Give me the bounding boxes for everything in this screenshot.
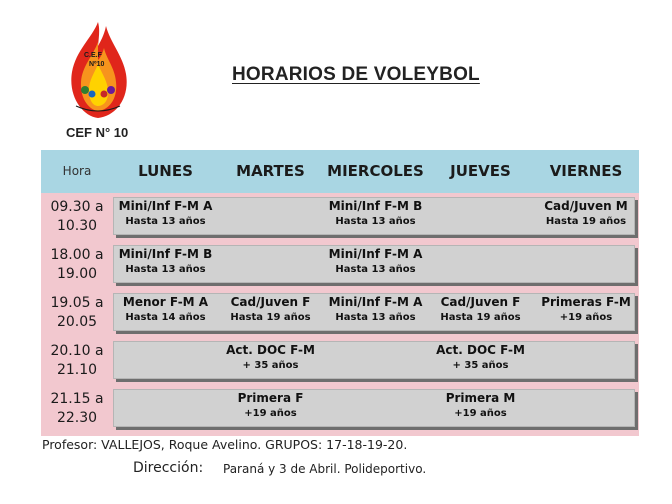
cell-age: +19 años	[559, 312, 613, 323]
time-end: 22.30	[56, 410, 98, 426]
time-end: 20.05	[56, 314, 98, 330]
cell-group: Primera M	[445, 391, 516, 405]
time-slot	[41, 386, 113, 432]
cell-group	[533, 245, 639, 246]
time-start: 20.10 a	[50, 343, 104, 359]
cell-jueves	[428, 389, 533, 427]
cell-miercoles	[323, 245, 428, 283]
cell-miercoles	[323, 341, 428, 379]
time-slot	[41, 290, 113, 336]
cell-martes	[218, 341, 323, 379]
cell-age: Hasta 19 años	[230, 312, 311, 323]
cell-age: Hasta 19 años	[440, 312, 521, 323]
cell-group	[218, 245, 323, 246]
direccion-value: Paraná y 3 de Abril. Polideportivo.	[223, 462, 427, 476]
cell-age: Hasta 13 años	[335, 216, 416, 227]
cell-lunes	[113, 293, 218, 331]
cell-group: Mini/Inf F-M B	[118, 247, 213, 261]
time-end: 21.10	[56, 362, 98, 378]
cell-group	[428, 197, 533, 198]
cell-viernes	[533, 245, 639, 283]
time-end: 19.00	[56, 266, 98, 282]
table-row	[41, 290, 639, 336]
time-start: 21.15 a	[50, 391, 104, 407]
page-subtitle: CEF N° 10	[66, 125, 129, 140]
cell-group: Mini/Inf F-M B	[328, 199, 423, 213]
header-jueves: JUEVES	[450, 162, 511, 180]
cell-viernes	[533, 341, 639, 379]
cell-group	[533, 341, 639, 342]
cell-jueves	[428, 341, 533, 379]
header-lunes: LUNES	[138, 162, 193, 180]
time-end: 10.30	[56, 218, 98, 234]
cell-group: Mini/Inf F-M A	[118, 199, 213, 213]
cell-jueves	[428, 197, 533, 235]
header-martes: MARTES	[236, 162, 305, 180]
cell-group	[323, 389, 428, 390]
time-start: 18.00 a	[50, 247, 104, 263]
cell-martes	[218, 389, 323, 427]
cell-age: Hasta 13 años	[335, 264, 416, 275]
cell-age: Hasta 13 años	[335, 312, 416, 323]
cell-group: Cad/Juven M	[544, 199, 628, 213]
cell-miercoles	[323, 389, 428, 427]
cell-age: Hasta 19 años	[545, 216, 627, 227]
table-row	[41, 338, 639, 384]
cell-group: Cad/Juven F	[230, 295, 311, 309]
page-title: HORARIOS DE VOLEYBOL	[232, 64, 480, 85]
cell-viernes	[533, 293, 639, 331]
logo-text: C.E.F	[84, 52, 102, 59]
cell-group: Act. DOC F-M	[226, 343, 315, 357]
header-hora: Hora	[62, 164, 92, 178]
cell-age: +19 años	[244, 408, 297, 419]
header-miercoles: MIERCOLES	[327, 162, 424, 180]
time-slot	[41, 338, 113, 384]
cell-lunes	[113, 197, 218, 235]
table-header	[41, 150, 639, 193]
time-start: 19.05 a	[50, 295, 104, 311]
cell-group: Mini/Inf F-M A	[328, 295, 423, 309]
cell-martes	[218, 293, 323, 331]
cell-age: + 35 años	[242, 360, 299, 371]
cell-miercoles	[323, 293, 428, 331]
cell-jueves	[428, 245, 533, 283]
cell-group: Menor F-M A	[122, 295, 209, 309]
cef-flame-logo	[62, 20, 134, 120]
time-start: 09.30 a	[50, 199, 104, 215]
cell-martes	[218, 197, 323, 235]
cell-group: Cad/Juven F	[440, 295, 521, 309]
table-row	[41, 194, 639, 240]
cell-group: Primeras F-M	[541, 295, 631, 309]
cell-group	[113, 341, 218, 342]
cell-group	[113, 389, 218, 390]
table-row	[41, 386, 639, 432]
cell-lunes	[113, 341, 218, 379]
cell-age: Hasta 13 años	[125, 216, 206, 227]
logo-number: Nº10	[89, 61, 105, 68]
cell-age: + 35 años	[452, 360, 509, 371]
cell-group	[533, 389, 639, 390]
time-slot	[41, 242, 113, 288]
profesor-info: Profesor: VALLEJOS, Roque Avelino. GRUPOS: 17-18-19-20.	[42, 437, 408, 452]
cell-miercoles	[323, 197, 428, 235]
cell-age: Hasta 13 años	[125, 264, 206, 275]
cell-group: Act. DOC F-M	[436, 343, 525, 357]
cell-martes	[218, 245, 323, 283]
cell-group: Mini/Inf F-M A	[328, 247, 423, 261]
cell-group	[323, 341, 428, 342]
direccion-label: Dirección:	[133, 460, 204, 476]
time-slot	[41, 194, 113, 240]
schedule-table	[41, 150, 639, 436]
cell-viernes	[533, 197, 639, 235]
cell-age: +19 años	[454, 408, 507, 419]
cell-group: Primera F	[237, 391, 304, 405]
cell-age: Hasta 14 años	[125, 312, 206, 323]
cell-viernes	[533, 389, 639, 427]
cell-lunes	[113, 245, 218, 283]
cell-group	[428, 245, 533, 246]
cell-jueves	[428, 293, 533, 331]
cell-lunes	[113, 389, 218, 427]
header-viernes: VIERNES	[549, 162, 623, 180]
cell-group	[218, 197, 323, 198]
table-row	[41, 242, 639, 288]
